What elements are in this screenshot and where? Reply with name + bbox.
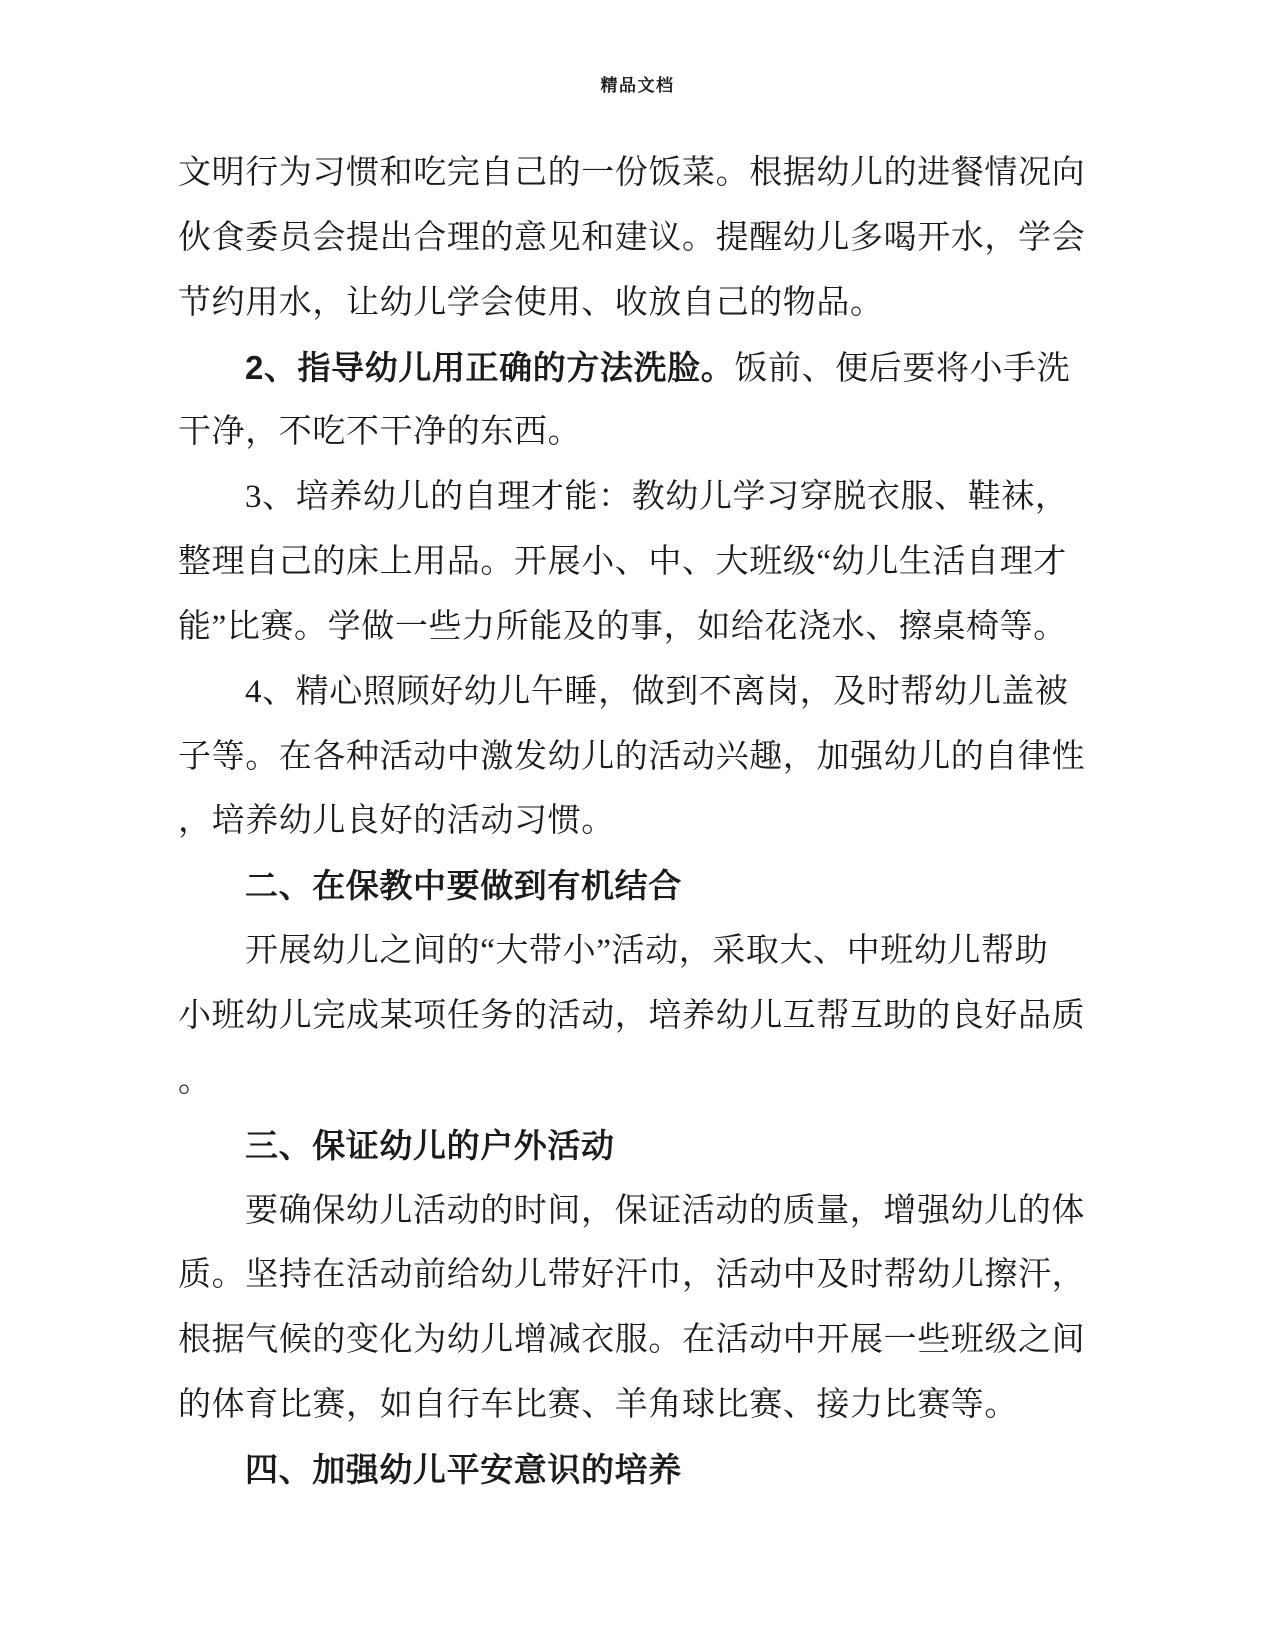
text-line [178, 465, 1090, 530]
text-line [178, 206, 1090, 271]
text-segment: 整理自己的床上用品。开展小、中、大班级“幼儿生活自理才 [178, 544, 1067, 581]
text-line [178, 984, 1090, 1049]
text-segment: 要确保幼儿活动的时间，保证活动的质量，增强幼儿的体 [245, 1192, 1085, 1229]
bold-text-segment: 三、保证幼儿的户外活动 [245, 1126, 615, 1164]
text-line [178, 595, 1090, 660]
bold-text-segment: 二、在保教中要做到有机结合 [245, 867, 682, 905]
text-line [178, 530, 1090, 595]
text-segment: 质。坚持在活动前给幼儿带好汗巾，活动中及时帮幼儿擦汗， [178, 1257, 1086, 1294]
header-watermark-text: 精品文档 [600, 76, 675, 95]
bold-text-segment: 2、指导幼儿用正确的方法洗脸。 [245, 348, 735, 386]
text-line [178, 1373, 1090, 1438]
text-segment: 伙食委员会提出合理的意见和建议。提醒幼儿多喝开水，学会 [178, 219, 1086, 256]
text-line [178, 336, 1090, 401]
heading-line [178, 854, 1090, 919]
text-line [178, 789, 1090, 854]
text-segment: 子等。在各种活动中激发幼儿的活动兴趣，加强幼儿的自律性 [178, 738, 1086, 775]
text-line [178, 1049, 1090, 1114]
text-segment: 。 [178, 1062, 212, 1099]
text-segment: 根据气候的变化为幼儿增减衣服。在活动中开展一些班级之间 [178, 1322, 1086, 1359]
text-line [178, 919, 1090, 984]
document-body [178, 141, 1090, 1503]
page-header [0, 71, 1275, 96]
text-segment: ，培养幼儿良好的活动习惯。 [178, 803, 615, 840]
text-line [178, 1179, 1090, 1244]
text-segment: 节约用水，让幼儿学会使用、收放自己的物品。 [178, 284, 884, 321]
text-line [178, 400, 1090, 465]
text-line [178, 660, 1090, 725]
text-line [178, 725, 1090, 790]
heading-line [178, 1438, 1090, 1503]
bold-text-segment: 四、加强幼儿平安意识的培养 [245, 1450, 682, 1488]
text-segment: 4、精心照顾好幼儿午睡，做到不离岗，及时帮幼儿盖被 [245, 673, 1069, 710]
text-line [178, 1243, 1090, 1308]
text-segment: 的体育比赛，如自行车比赛、羊角球比赛、接力比赛等。 [178, 1387, 1018, 1424]
text-segment: 饭前、便后要将小手洗 [734, 350, 1071, 387]
heading-line [178, 1114, 1090, 1179]
text-line [178, 271, 1090, 336]
text-segment: 3、培养幼儿的自理才能：教幼儿学习穿脱衣服、鞋袜， [245, 479, 1069, 516]
text-segment: 干净，不吃不干净的东西。 [178, 414, 582, 451]
text-line [178, 1308, 1090, 1373]
text-segment: 能”比赛。学做一些力所能及的事，如给花浇水、擦桌椅等。 [178, 608, 1067, 645]
text-line [178, 141, 1090, 206]
text-segment: 文明行为习惯和吃完自己的一份饭菜。根据幼儿的进餐情况向 [178, 155, 1086, 191]
text-segment: 小班幼儿完成某项任务的活动，培养幼儿互帮互助的良好品质 [178, 997, 1086, 1034]
text-segment: 开展幼儿之间的“大带小”活动，采取大、中班幼儿帮助 [245, 933, 1049, 970]
